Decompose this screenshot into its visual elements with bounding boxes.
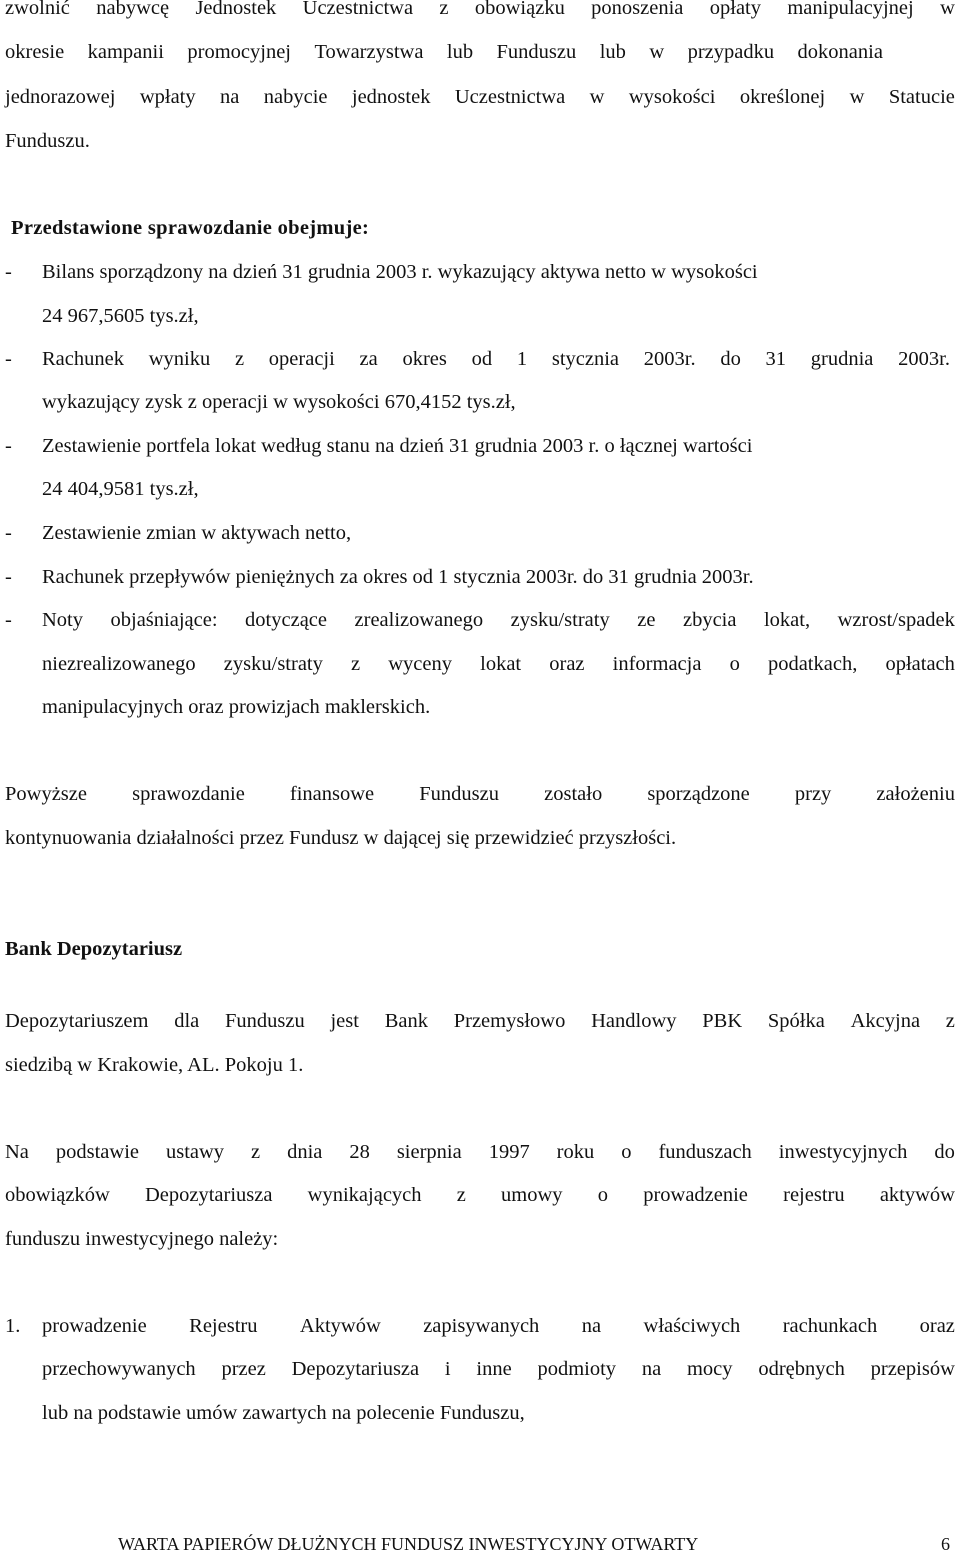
word: wzrost/spadek	[837, 609, 955, 631]
word: oraz	[549, 653, 585, 675]
duties-line-1	[5, 1140, 955, 1164]
word: nabywcę	[96, 0, 170, 19]
intro-line-2	[5, 40, 883, 64]
word: Bank	[384, 1010, 428, 1032]
word: nabycie	[263, 86, 328, 108]
word: oraz	[919, 1315, 955, 1337]
word: 2003r.	[643, 348, 696, 370]
word: Rachunek	[42, 348, 124, 370]
report-item-4-line-1: Zestawienie zmian w aktywach netto,	[42, 522, 352, 544]
report-item-2-line-1	[42, 347, 950, 371]
word: podstawie	[55, 1141, 139, 1163]
word: ustawy	[165, 1141, 225, 1163]
word: zysku/straty	[223, 653, 323, 675]
word: mocy	[686, 1358, 733, 1380]
report-item-1-line-2: 24 967,5605 tys.zł,	[42, 305, 199, 327]
word: promocyjnej	[187, 41, 291, 63]
word: wynikających	[307, 1184, 422, 1206]
word: określonej	[739, 86, 826, 108]
word: jednorazowej	[5, 86, 116, 108]
word: Aktywów	[299, 1315, 381, 1337]
word: założeniu	[876, 783, 955, 805]
word: prowadzenie	[42, 1315, 147, 1337]
word: do	[720, 348, 741, 370]
word: o	[729, 653, 740, 675]
list-dash: -	[5, 261, 12, 283]
word: lub	[599, 41, 626, 63]
word: zbycia	[682, 609, 737, 631]
word: przechowywanych	[42, 1358, 196, 1380]
word: z	[945, 1010, 955, 1032]
word: Funduszu	[225, 1010, 305, 1032]
word: sierpnia	[396, 1141, 462, 1163]
word: 2003r.	[898, 348, 950, 370]
duties-line-3: funduszu inwestycyjnego należy:	[5, 1228, 279, 1250]
word: Depozytariuszem	[5, 1010, 149, 1032]
word: o	[621, 1141, 632, 1163]
word: Jednostek	[195, 0, 277, 19]
word: lokat	[480, 653, 522, 675]
word: przypadku	[687, 41, 775, 63]
word: rachunkach	[782, 1315, 878, 1337]
list-dash: -	[5, 435, 12, 457]
list-dash: -	[5, 566, 12, 588]
report-heading: Przedstawione sprawozdanie obejmuje:	[11, 217, 370, 239]
depositary-line-2: siedzibą w Krakowie, AL. Pokoju 1.	[5, 1054, 304, 1076]
word: od	[471, 348, 493, 370]
word: Depozytariusza	[291, 1358, 420, 1380]
depositary-line-1	[5, 1009, 955, 1033]
word: odrębnych	[758, 1358, 845, 1380]
word: jednostek	[351, 86, 431, 108]
word: wyceny	[388, 653, 452, 675]
word: wpłaty	[139, 86, 196, 108]
word: PBK	[702, 1010, 743, 1032]
report-item-5-line-1: Rachunek przepływów pieniężnych za okres od 1 stycznia 2003r. do 31 grudnia 2003r.	[42, 566, 754, 588]
word: niezrealizowanego	[42, 653, 196, 675]
word: i	[444, 1358, 451, 1380]
report-item-6-line-1	[42, 608, 955, 632]
word: umowy	[501, 1184, 563, 1206]
word: Rejestru	[189, 1315, 258, 1337]
word: o	[597, 1184, 608, 1206]
word: aktywów	[879, 1184, 955, 1206]
word: dnia	[287, 1141, 323, 1163]
duty-item-line-2	[42, 1357, 955, 1381]
word: podatkach,	[767, 653, 858, 675]
intro-line-1	[5, 0, 955, 20]
word: okresie	[5, 41, 65, 63]
word: Noty	[42, 609, 83, 631]
word: opłatach	[885, 653, 955, 675]
word: kampanii	[87, 41, 164, 63]
word: w	[849, 86, 865, 108]
word: przepisów	[870, 1358, 955, 1380]
word: z	[251, 1141, 261, 1163]
word: zapisywanych	[423, 1315, 540, 1337]
word: przy	[794, 783, 832, 805]
duty-item-number: 1.	[5, 1315, 21, 1337]
word: zostało	[544, 783, 603, 805]
word: Depozytariusza	[144, 1184, 273, 1206]
list-dash: -	[5, 348, 12, 370]
duties-line-2	[5, 1183, 955, 1207]
word: Towarzystwa	[314, 41, 424, 63]
report-item-2-line-2: wykazujący zysk z operacji w wysokości 670,4152 tys.zł,	[42, 391, 516, 413]
word: opłaty	[709, 0, 761, 19]
word: lokat,	[763, 609, 811, 631]
word: obowiązku	[474, 0, 565, 19]
going-concern-line-2: kontynuowania działalności przez Fundusz w dającej się przewidzieć przyszłości.	[5, 827, 677, 849]
word: dla	[174, 1010, 200, 1032]
word: z	[234, 348, 245, 370]
word: Funduszu	[419, 783, 500, 805]
word: Na	[5, 1141, 29, 1163]
word: 28	[349, 1141, 370, 1163]
word: funduszach	[658, 1141, 752, 1163]
word: za	[359, 348, 378, 370]
word: z	[439, 0, 449, 19]
word: inne	[476, 1358, 512, 1380]
word: dokonania	[797, 41, 883, 63]
word: inwestycyjnych	[778, 1141, 908, 1163]
word: Powyższe	[5, 783, 87, 805]
word: Funduszu	[496, 41, 577, 63]
duty-item-line-1	[42, 1314, 955, 1338]
word: sporządzone	[647, 783, 750, 805]
going-concern-line-1	[5, 782, 955, 806]
word: jest	[330, 1010, 359, 1032]
intro-line-3	[5, 85, 955, 109]
word: objaśniające:	[110, 609, 218, 631]
word: prowadzenie	[643, 1184, 748, 1206]
word: w	[649, 41, 665, 63]
report-item-3-line-1: Zestawienie portfela lokat według stanu na dzień 31 grudnia 2003 r. o łącznej wartości	[42, 435, 753, 457]
page-number: 6	[941, 1534, 950, 1554]
word: rejestru	[783, 1184, 845, 1206]
word: lub	[446, 41, 474, 63]
word: informacja	[612, 653, 702, 675]
word: zysku/straty	[510, 609, 610, 631]
word: grudnia	[810, 348, 874, 370]
word: sprawozdanie	[132, 783, 245, 805]
word: Spółka	[767, 1010, 825, 1032]
word: okres	[402, 348, 447, 370]
word: Statucie	[888, 86, 955, 108]
word: ponoszenia	[591, 0, 684, 19]
report-item-1-line-1: Bilans sporządzony na dzień 31 grudnia 2003 r. wykazujący aktywa netto w wysokości	[42, 261, 758, 283]
word: z	[351, 653, 361, 675]
word: z	[456, 1184, 466, 1206]
intro-line-4: Funduszu.	[5, 130, 90, 152]
report-item-3-line-2: 24 404,9581 tys.zł,	[42, 478, 199, 500]
word: roku	[556, 1141, 595, 1163]
word: w	[589, 86, 605, 108]
list-dash: -	[5, 522, 12, 544]
word: Akcyjna	[850, 1010, 921, 1032]
word: na	[220, 86, 240, 108]
word: obowiązków	[5, 1184, 110, 1206]
word: na	[641, 1358, 662, 1380]
word: do	[934, 1141, 955, 1163]
word: podmioty	[537, 1358, 617, 1380]
word: 31	[765, 348, 787, 370]
word: operacji	[268, 348, 335, 370]
word: na	[581, 1315, 602, 1337]
word: Uczestnictwa	[302, 0, 414, 19]
word: manipulacyjnej	[787, 0, 914, 19]
word: wysokości	[628, 86, 716, 108]
report-item-6-line-2	[42, 652, 955, 676]
word: w	[940, 0, 955, 19]
word: ze	[637, 609, 656, 631]
word: Uczestnictwa	[454, 86, 566, 108]
word: zrealizowanego	[354, 609, 484, 631]
word: 1997	[488, 1141, 530, 1163]
word: dotyczące	[245, 609, 327, 631]
depositary-heading: Bank Depozytariusz	[5, 938, 183, 960]
page-footer: WARTA PAPIERÓW DŁUŻNYCH FUNDUSZ INWESTYCYJNY OTWARTY	[118, 1534, 699, 1554]
word: 1	[516, 348, 528, 370]
duty-item-line-3: lub na podstawie umów zawartych na polecenie Funduszu,	[42, 1402, 525, 1424]
word: wyniku	[148, 348, 211, 370]
list-dash: -	[5, 609, 12, 631]
word: przez	[221, 1358, 266, 1380]
word: finansowe	[289, 783, 375, 805]
report-item-6-line-3: manipulacyjnych oraz prowizjach maklerskich.	[42, 696, 431, 718]
word: Przemysłowo	[453, 1010, 566, 1032]
word: właściwych	[643, 1315, 741, 1337]
word: stycznia	[551, 348, 620, 370]
word: Handlowy	[591, 1010, 677, 1032]
word: zwolnić	[5, 0, 70, 19]
